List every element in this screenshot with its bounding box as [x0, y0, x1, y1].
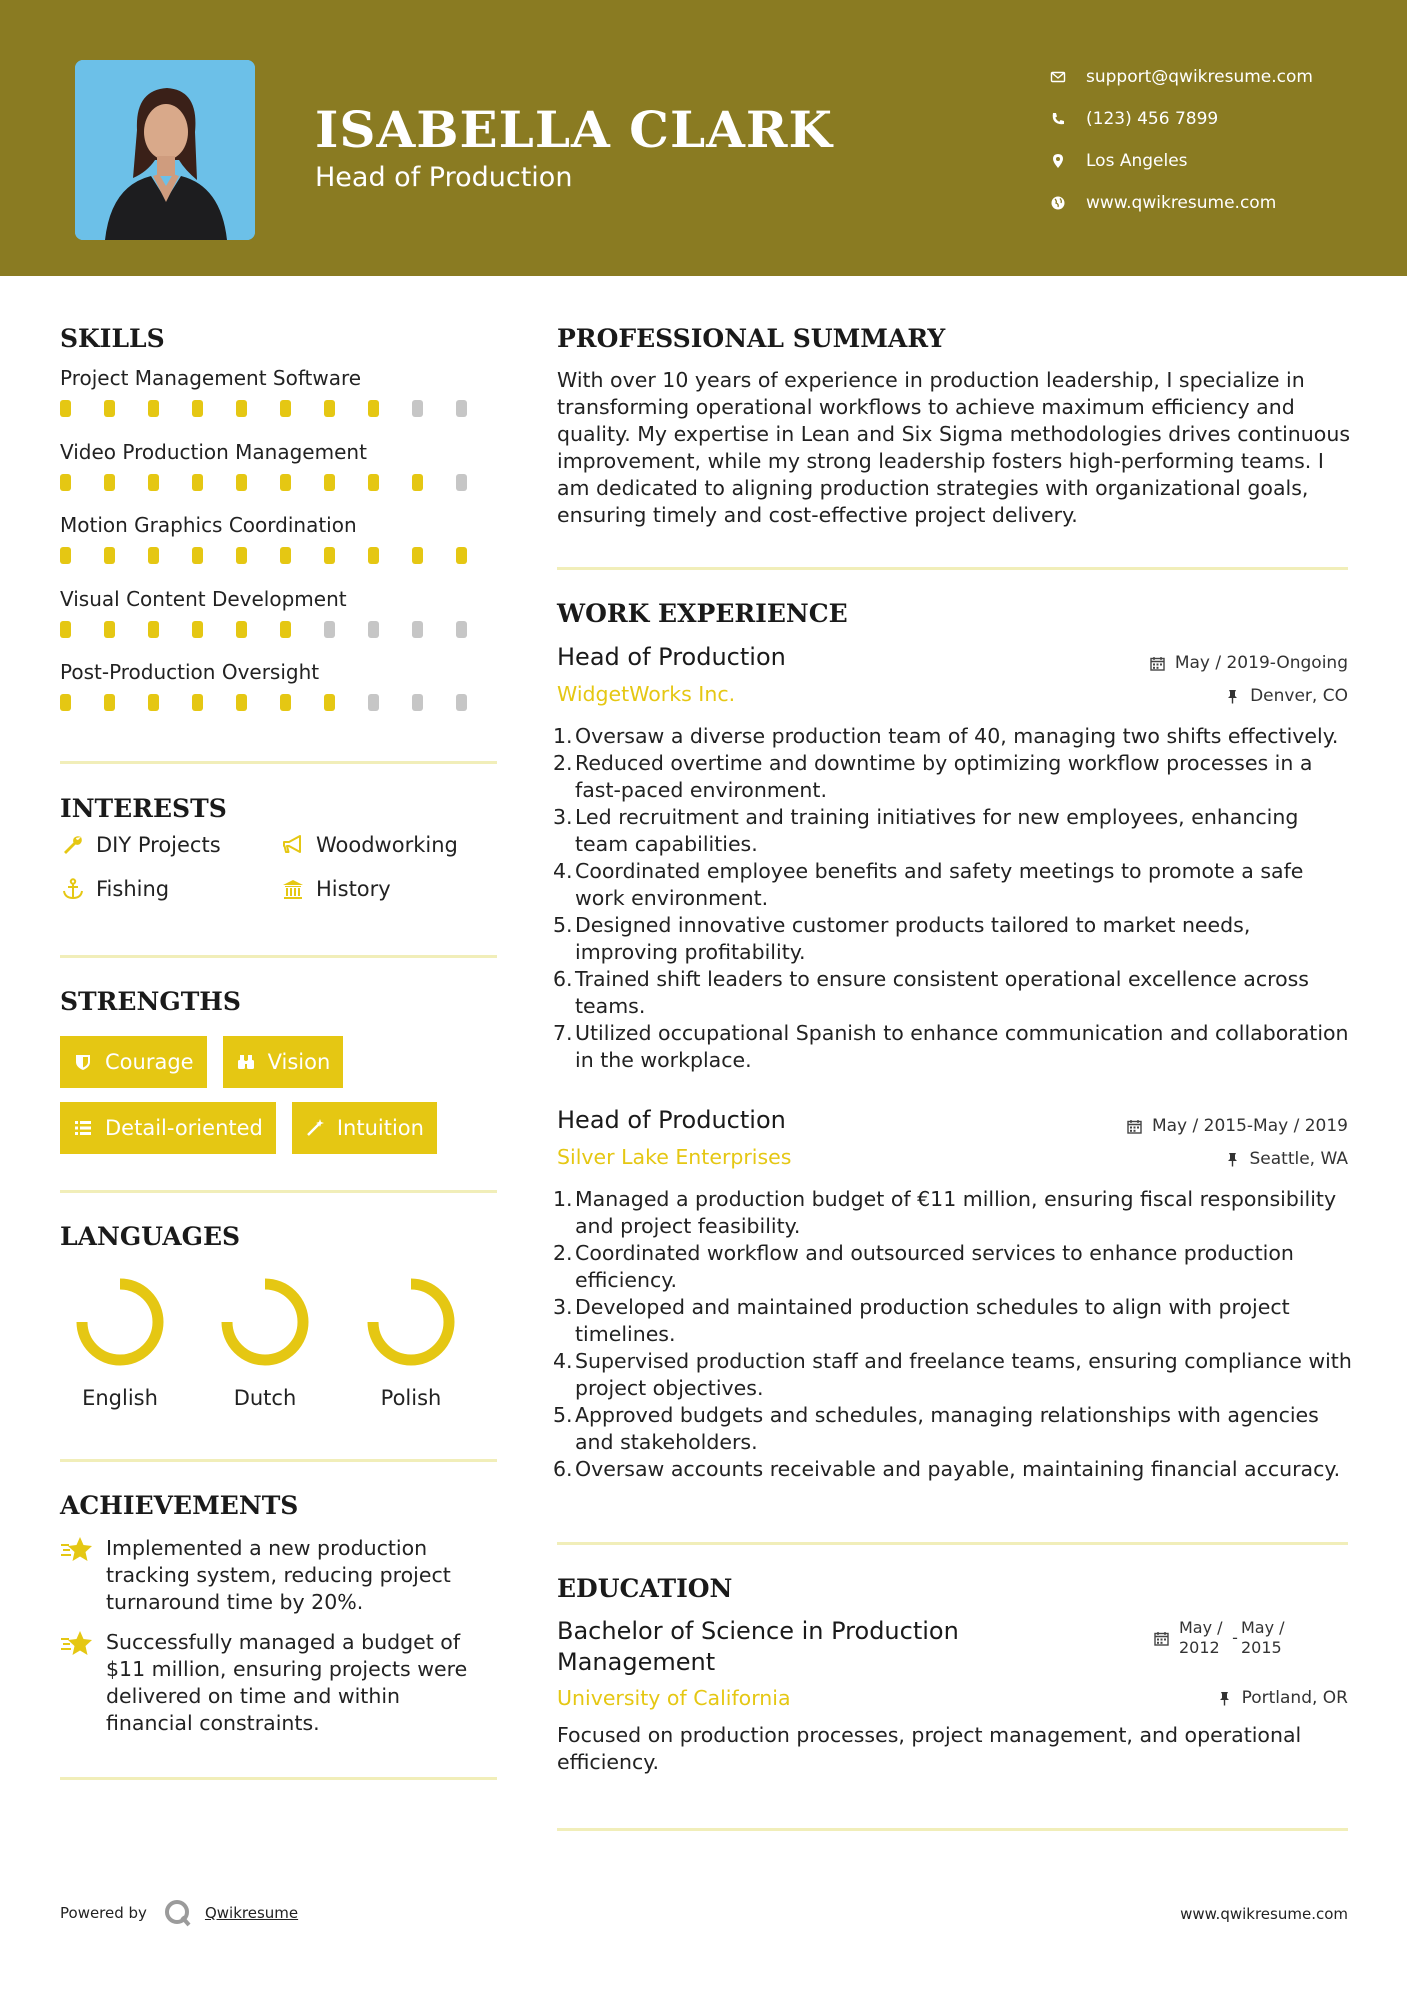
- job-date-text: May / 2019-Ongoing: [1174, 653, 1348, 673]
- strength-label: Intuition: [336, 1116, 424, 1140]
- bullet-text: Developed and maintained production schedules to align with project timelines.: [575, 1295, 1290, 1346]
- skill-dot-filled: [280, 694, 291, 711]
- skill-item: [60, 587, 500, 661]
- skill-dot-filled: [192, 400, 203, 417]
- skill-name: Post-Production Oversight: [60, 660, 320, 684]
- header-banner: [0, 0, 1407, 276]
- powered-by-text: Powered by: [60, 1904, 147, 1922]
- interest-item: [60, 832, 280, 858]
- skill-dot-filled: [148, 474, 159, 491]
- skill-dot-filled: [324, 474, 335, 491]
- calendar-icon: [1127, 1119, 1142, 1134]
- interests-list: [60, 832, 500, 902]
- phone-icon: [1050, 111, 1066, 127]
- list-item: 6. Trained shift leaders to ensure consistent operational excellence across teams.: [553, 967, 1309, 1018]
- language-progress-ring: [361, 1272, 461, 1372]
- skill-name: Project Management Software: [60, 366, 362, 390]
- skill-dot-filled: [368, 474, 379, 491]
- skill-dot-filled: [236, 694, 247, 711]
- profile-portrait: [75, 60, 255, 240]
- skill-dot-filled: [192, 547, 203, 564]
- skill-dot-filled: [324, 400, 335, 417]
- skill-dot-empty: [368, 694, 379, 711]
- contact-list: [1050, 56, 1313, 224]
- star-icon: [60, 1535, 94, 1565]
- bullet-text: Oversaw accounts receivable and payable, maintaining financial accuracy.: [575, 1457, 1341, 1481]
- skill-dot-empty: [324, 621, 335, 638]
- education-location-text: Portland, OR: [1241, 1688, 1348, 1708]
- skill-dot-empty: [456, 694, 467, 711]
- list-item: 3. Developed and maintained production schedules to align with project timelines.: [553, 1295, 1290, 1346]
- section-divider: [557, 567, 1348, 570]
- skill-name: Visual Content Development: [60, 586, 347, 611]
- section-divider: [60, 1777, 497, 1780]
- education-school: University of California: [557, 1686, 791, 1710]
- skill-dot-filled: [368, 547, 379, 564]
- interest-label: Woodworking: [316, 833, 458, 857]
- skill-dot-filled: [60, 621, 71, 638]
- bullet-text: Managed a production budget of €11 million, ensuring fiscal responsibility and project feasibility.: [575, 1187, 1337, 1238]
- bullet-text: Approved budgets and schedules, managing relationships with agencies and stakeholders.: [575, 1403, 1319, 1454]
- pushpin-icon: [1225, 1152, 1240, 1167]
- bullet-text: Designed innovative customer products tailored to market needs, improving profitability.: [575, 913, 1251, 964]
- map-marker-icon: [1050, 153, 1066, 169]
- skill-dot-filled: [280, 621, 291, 638]
- strength-chip: [223, 1036, 344, 1088]
- skill-item: [60, 366, 500, 440]
- language-progress-arc: [227, 1284, 303, 1360]
- strength-label: Detail-oriented: [105, 1116, 263, 1140]
- language-item: [205, 1272, 325, 1410]
- skill-dot-filled: [104, 621, 115, 638]
- brand-link[interactable]: Qwikresume: [204, 1904, 299, 1922]
- achievement-text: Successfully managed a budget of $11 million, ensuring projects were delivered on time and within financial constraints.: [106, 1630, 468, 1735]
- skill-dot-empty: [456, 621, 467, 638]
- skill-rating: [60, 400, 500, 417]
- list-item: 2. Reduced overtime and downtime by optimizing workflow processes in a fast-paced environment.: [553, 751, 1313, 802]
- skill-dot-filled: [236, 400, 247, 417]
- skill-item: [60, 660, 500, 734]
- interest-label: History: [316, 877, 391, 901]
- strengths-list: [60, 1036, 500, 1168]
- section-divider: [557, 1542, 1348, 1545]
- skill-dot-empty: [456, 474, 467, 491]
- job-title: Head of Production: [557, 1106, 786, 1134]
- skill-dot-filled: [104, 547, 115, 564]
- skill-dot-filled: [148, 547, 159, 564]
- summary-text: With over 10 years of experience in production leadership, I specialize in transforming operational workflows to achieve maximum efficiency and quality. My expertise in Lean and Six Sigma methodologies drives continuous improvement, while my strong leadership fosters high-performing teams. I am dedicated to aligning production strategies with organizational goals, ensuring timely and cost-effective project delivery.: [557, 368, 1350, 527]
- list-item: 1. Managed a production budget of €11 million, ensuring fiscal responsibility and project feasibility.: [553, 1187, 1337, 1238]
- strength-chip: [60, 1036, 207, 1088]
- language-progress-arc: [82, 1284, 158, 1360]
- skill-dot-filled: [456, 547, 467, 564]
- strength-label: Vision: [267, 1050, 331, 1074]
- interest-label: DIY Projects: [96, 833, 221, 857]
- skill-dot-empty: [412, 400, 423, 417]
- skill-dot-empty: [456, 400, 467, 417]
- section-divider: [60, 761, 497, 764]
- skill-dot-filled: [148, 621, 159, 638]
- degree-title-line1: Bachelor of Science in Production: [557, 1617, 959, 1645]
- list-item: 3. Led recruitment and training initiatives for new employees, enhancing team capabilities.: [553, 805, 1299, 856]
- skill-dot-filled: [236, 621, 247, 638]
- interest-item: [280, 876, 500, 902]
- skill-dot-filled: [148, 694, 159, 711]
- skill-name: Video Production Management: [60, 439, 367, 464]
- education-location: [1217, 1688, 1348, 1708]
- language-progress-ring: [70, 1272, 170, 1372]
- skill-item: [60, 440, 500, 514]
- skill-dot-filled: [192, 694, 203, 711]
- achievement-item: [60, 1629, 490, 1737]
- calendar-icon: [1154, 1631, 1169, 1646]
- education-date-separator: -: [1232, 1628, 1238, 1647]
- section-divider: [60, 1190, 497, 1193]
- list-icon: [73, 1118, 93, 1138]
- candidate-title: Head of Production: [315, 162, 573, 193]
- shield-icon: [73, 1052, 93, 1072]
- skill-dot-filled: [60, 400, 71, 417]
- job-location-text: Seattle, WA: [1249, 1149, 1348, 1169]
- skill-dot-filled: [324, 547, 335, 564]
- list-item: 1. Oversaw a diverse production team of 40, managing two shifts effectively.: [553, 724, 1339, 748]
- job-bullets: [553, 1186, 1355, 1483]
- skill-dot-filled: [104, 474, 115, 491]
- job-date-text: May / 2015-May / 2019: [1151, 1116, 1348, 1136]
- skill-dot-filled: [412, 474, 423, 491]
- pushpin-icon: [1225, 689, 1240, 704]
- qwikresume-logo-icon: [163, 1898, 193, 1928]
- experience-heading: WORK EXPERIENCE: [557, 599, 848, 628]
- strengths-heading: STRENGTHS: [60, 987, 241, 1016]
- list-item: 2. Coordinated workflow and outsourced services to enhance production efficiency.: [553, 1241, 1294, 1292]
- summary-heading: PROFESSIONAL SUMMARY: [557, 324, 946, 353]
- job-company: Silver Lake Enterprises: [557, 1145, 792, 1169]
- skill-dot-filled: [192, 621, 203, 638]
- language-progress-ring: [215, 1272, 315, 1372]
- skill-dot-filled: [148, 400, 159, 417]
- wrench-icon: [60, 833, 86, 857]
- contact-email-text: support@qwikresume.com: [1086, 67, 1313, 87]
- skill-rating: [60, 621, 500, 638]
- job-bullets: [553, 723, 1355, 1074]
- language-name: English: [82, 1386, 158, 1410]
- degree-title-line2: Management: [557, 1648, 716, 1676]
- language-item: [60, 1272, 180, 1410]
- skills-list: [60, 366, 500, 734]
- globe-icon: [1050, 195, 1066, 211]
- bullet-text: Utilized occupational Spanish to enhance communication and collaboration in the workplace.: [575, 1021, 1349, 1072]
- list-item: 6. Oversaw accounts receivable and payable, maintaining financial accuracy.: [553, 1457, 1341, 1481]
- bullet-text: Led recruitment and training initiatives for new employees, enhancing team capabilities.: [575, 805, 1299, 856]
- skill-dot-filled: [280, 400, 291, 417]
- skill-dot-filled: [236, 474, 247, 491]
- section-divider: [557, 1828, 1348, 1831]
- skill-name: Motion Graphics Coordination: [60, 513, 357, 537]
- profile-photo: [75, 60, 255, 240]
- contact-phone-text: (123) 456 7899: [1086, 109, 1219, 129]
- job-date: [1150, 653, 1348, 673]
- star-icon: [60, 1629, 94, 1659]
- contact-location-text: Los Angeles: [1086, 151, 1188, 171]
- skill-dot-filled: [60, 547, 71, 564]
- bullet-text: Trained shift leaders to ensure consistent operational excellence across teams.: [575, 967, 1309, 1018]
- list-item: 4. Supervised production staff and freelance teams, ensuring compliance with project objectives.: [553, 1349, 1352, 1400]
- skill-dot-filled: [280, 547, 291, 564]
- section-divider: [60, 955, 497, 958]
- bullet-text: Supervised production staff and freelance teams, ensuring compliance with project objectives.: [575, 1349, 1352, 1400]
- language-progress-arc: [373, 1284, 449, 1360]
- education-date-start: May / 2012: [1179, 1618, 1223, 1657]
- interests-heading: INTERESTS: [60, 794, 227, 823]
- achievement-item: [60, 1535, 490, 1616]
- strength-chip: [292, 1102, 437, 1154]
- bank-icon: [280, 877, 306, 901]
- job-date: [1127, 1116, 1348, 1136]
- language-name: Polish: [380, 1386, 442, 1410]
- contact-website-text: www.qwikresume.com: [1086, 193, 1277, 213]
- skill-dot-filled: [368, 400, 379, 417]
- list-item: 5. Approved budgets and schedules, managing relationships with agencies and stakeholders.: [553, 1403, 1319, 1454]
- achievements-heading: ACHIEVEMENTS: [60, 1491, 299, 1520]
- achievement-text: Implemented a new production tracking system, reducing project turnaround time by 20%.: [106, 1536, 451, 1614]
- education-description: Focused on production processes, project management, and operational efficiency.: [557, 1723, 1302, 1774]
- list-item: 4. Coordinated employee benefits and safety meetings to promote a safe work environment.: [553, 859, 1304, 910]
- job-location: [1225, 686, 1348, 706]
- bullet-text: Coordinated employee benefits and safety meetings to promote a safe work environment.: [575, 859, 1304, 910]
- skill-rating: [60, 547, 500, 564]
- binoculars-icon: [236, 1052, 256, 1072]
- bullet-text: Oversaw a diverse production team of 40, managing two shifts effectively.: [575, 724, 1339, 748]
- skill-dot-filled: [60, 694, 71, 711]
- job-company: WidgetWorks Inc.: [557, 682, 736, 706]
- bullet-text: Reduced overtime and downtime by optimizing workflow processes in a fast-paced environment.: [575, 751, 1313, 802]
- skill-dot-empty: [412, 694, 423, 711]
- skill-dot-filled: [104, 400, 115, 417]
- contact-email[interactable]: [1050, 56, 1313, 98]
- candidate-name: ISABELLA CLARK: [315, 100, 833, 159]
- footer-url[interactable]: www.qwikresume.com: [1180, 1905, 1348, 1923]
- education-date-end: May / 2015: [1241, 1618, 1285, 1657]
- skill-dot-filled: [60, 474, 71, 491]
- bullet-text: Coordinated workflow and outsourced services to enhance production efficiency.: [575, 1241, 1294, 1292]
- language-name: Dutch: [233, 1386, 297, 1410]
- calendar-icon: [1150, 656, 1165, 671]
- job-location: [1225, 1149, 1349, 1169]
- skill-rating: [60, 474, 500, 491]
- anchor-icon: [60, 877, 86, 901]
- languages-heading: LANGUAGES: [60, 1222, 241, 1251]
- skill-item: [60, 513, 500, 587]
- education-heading: EDUCATION: [557, 1574, 733, 1603]
- skill-dot-empty: [412, 621, 423, 638]
- contact-phone[interactable]: [1050, 98, 1313, 140]
- contact-location: [1050, 140, 1313, 182]
- skills-heading: SKILLS: [60, 324, 165, 353]
- interest-item: [280, 832, 500, 858]
- skill-rating: [60, 694, 500, 711]
- skill-dot-filled: [412, 547, 423, 564]
- job-title: Head of Production: [557, 643, 786, 671]
- contact-website[interactable]: [1050, 182, 1313, 224]
- envelope-icon: [1050, 69, 1066, 85]
- footer-powered-by: [60, 1898, 298, 1928]
- education-date: [1154, 1618, 1293, 1658]
- list-item: 5. Designed innovative customer products tailored to market needs, improving profitability.: [553, 913, 1251, 964]
- strength-chip: [60, 1102, 276, 1154]
- skill-dot-filled: [192, 474, 203, 491]
- list-item: 7. Utilized occupational Spanish to enhance communication and collaboration in the workplace.: [553, 1021, 1349, 1072]
- skill-dot-filled: [236, 547, 247, 564]
- skill-dot-empty: [368, 621, 379, 638]
- job-location-text: Denver, CO: [1250, 686, 1348, 706]
- skill-dot-filled: [280, 474, 291, 491]
- language-item: [351, 1272, 471, 1410]
- interest-item: [60, 876, 280, 902]
- skill-dot-filled: [104, 694, 115, 711]
- magic-wand-icon: [305, 1118, 325, 1138]
- skill-dot-filled: [324, 694, 335, 711]
- section-divider: [60, 1459, 497, 1462]
- strength-label: Courage: [105, 1050, 194, 1074]
- pushpin-icon: [1217, 1691, 1232, 1706]
- megaphone-icon: [280, 833, 306, 857]
- interest-label: Fishing: [96, 877, 170, 901]
